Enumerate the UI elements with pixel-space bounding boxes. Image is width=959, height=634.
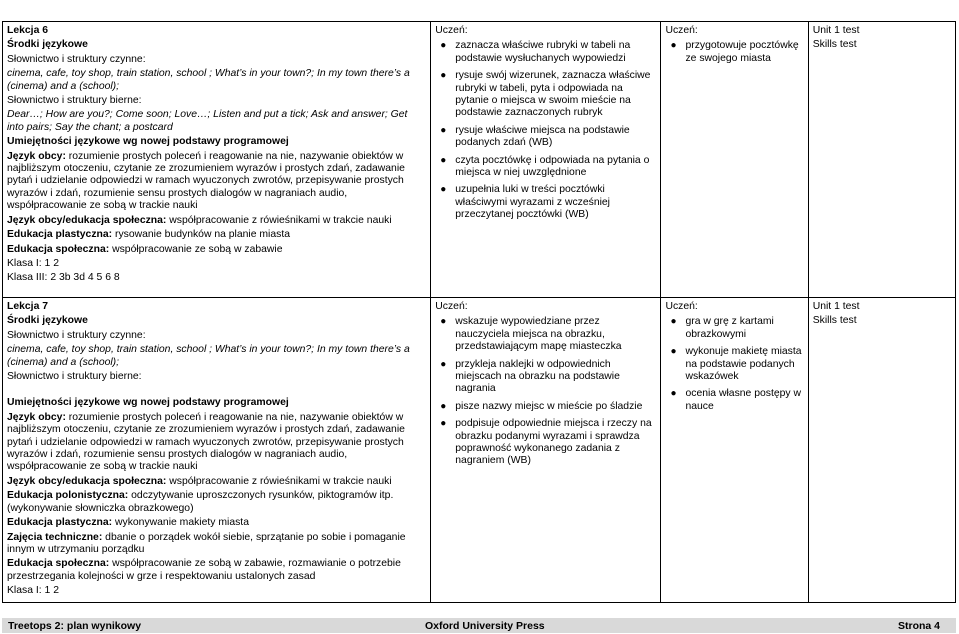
list-item: ● przykleja naklejki w odpowiednich miejscach na obrazku na podstawie nagrania: [440, 358, 620, 395]
passive-vocab-label: Słownictwo i struktury bierne:: [7, 95, 142, 107]
list-item: ● wykonuje makietę miasta na podstawie podanych wskazówek: [670, 346, 802, 383]
footer-publisher: Oxford University Press: [425, 620, 545, 632]
bullet-dot-icon: ●: [440, 184, 447, 196]
list-item: ● rysuje swój wizerunek, zaznacza właściwe rubryki w tabeli, pyta i odpowiada na pytanie o miejsca w swoim mieście na podstawie zaznaczonych rubryk: [440, 70, 651, 119]
bullet-dot-icon: ●: [670, 316, 677, 328]
student-heading: Uczeń:: [435, 301, 468, 312]
list-item: ● wskazuje wypowiedziane przez nauczyciela miejsca na obrazku, przedstawiającym mapę miasteczka: [440, 316, 622, 353]
skill-item: Język obcy/edukacja społeczna: współpracowanie z rówieśnikami w trakcie nauki: [7, 475, 392, 487]
skill-item: Zajęcia techniczne: dbanie o porządek wokół siebie, sprzątanie po sobie i pomaganie innym w utrzymaniu porządku: [7, 531, 406, 555]
list-item: ● czyta pocztówkę i odpowiada na pytania o miejsca w niej uwzględnione: [440, 154, 650, 179]
bullet-dot-icon: ●: [440, 400, 447, 412]
assessment-cell: [808, 298, 955, 603]
bullet-dot-icon: ●: [440, 418, 447, 430]
footer-title: Treetops 2: plan wynikowy: [8, 620, 142, 632]
list-item: ● podpisuje odpowiednie miejsca i rzeczy na obrazku podanymi wyrazami i sprawdza poprawność wykonanego zadania z nagraniem (WB): [440, 418, 652, 467]
bullet-dot-icon: ●: [670, 388, 677, 400]
lesson-row: [3, 298, 956, 603]
skill-item: Edukacja plastyczna: wykonywanie makiety miasta: [7, 517, 249, 529]
skill-item: Język obcy: rozumienie prostych poleceń i reagowanie na nie, nazywanie obiektów w najbliższym otoczeniu, czytanie ze zrozumieniem wyrazów i prostych zdań, zadawanie pytań i udzielanie odpowiedzi w ramach wyuczonych zwrotów, przepisywanie prostych wyrazów i zdań, rozumienie sensu prostych dialogów w nagraniach audio, współpracowanie ze sobą w trackie nauki: [7, 411, 405, 473]
extra-outcomes-cell: [661, 298, 808, 603]
assessment-cell: [808, 22, 955, 298]
extra-outcomes-list: [665, 316, 803, 413]
student-heading: Uczeń:: [665, 301, 698, 312]
skills-heading: Umiejętności językowe wg nowej podstawy programowej: [7, 136, 289, 148]
srodki-heading: Środki językowe: [7, 315, 88, 327]
list-item: ● rysuje właściwe miejsca na podstawie podanych zdań (WB): [440, 124, 630, 149]
student-heading: Uczeń:: [665, 25, 698, 36]
skill-item: Edukacja plastyczna: rysowanie budynków na planie miasta: [7, 229, 291, 241]
outcomes-list: [435, 316, 656, 467]
active-vocab-label: Słownictwo i struktury czynne:: [7, 53, 146, 65]
skill-item: Edukacja społeczna: współpracowanie ze sobą w zabawie, rozmawianie o potrzebie przestrzegania kolejności w grze i respektowaniu ustalonych zasad: [7, 558, 401, 582]
lesson-content-cell: [3, 22, 431, 298]
bullet-dot-icon: ●: [440, 154, 447, 166]
passive-vocab-text: Dear…; How are you?; Come soon; Love…; Listen and put a tick; Ask and answer; Get into pairs; Say the chant; a postcard: [7, 109, 408, 133]
outcomes-list: [435, 40, 656, 221]
skills-test: Skills test: [812, 39, 857, 51]
bullet-dot-icon: ●: [440, 124, 447, 136]
page-number: Strona 4: [897, 620, 940, 632]
list-item: ● gra w grę z kartami obrazkowymi: [670, 316, 774, 340]
skill-item: Język obcy: rozumienie prostych poleceń i reagowanie na nie, nazywanie obiektów w najbliższym otoczeniu, czytanie ze zrozumieniem wyrazów i prostych zdań, zadawanie pytań i udzielanie odpowiedzi w ramach wyuczonych zwrotów, przepisywanie prostych wyrazów i zdań, rozumienie sensu prostych dialogów w nagraniach audio, współpracowanie ze sobą w trackie nauki: [7, 150, 405, 212]
bullet-dot-icon: ●: [670, 40, 677, 52]
list-item: ● uzupełnia luki w treści pocztówki właściwymi wyrazami z wcześniej przeczytanej pocztówki (WB): [440, 184, 610, 221]
list-item: ● przygotowuje pocztówkę ze swojego miasta: [670, 40, 799, 64]
outcomes-cell: [431, 298, 661, 603]
bullet-dot-icon: ●: [670, 346, 677, 358]
active-vocab-text: cinema, cafe, toy shop, train station, school ; What’s in your town?; In my town there’s a (cinema) and a (school);: [7, 344, 410, 368]
lesson-title: Lekcja 6: [7, 25, 49, 36]
active-vocab-text: cinema, cafe, toy shop, train station, school ; What’s in your town?; In my town there’s a (cinema) and a (school);: [7, 68, 410, 92]
skills-heading: Umiejętności językowe wg nowej podstawy programowej: [7, 397, 289, 409]
srodki-heading: Środki językowe: [7, 39, 88, 51]
student-heading: Uczeń:: [435, 25, 468, 36]
klasa-i: Klasa I: 1 2: [7, 585, 59, 597]
lesson-content-cell: [3, 298, 431, 603]
list-item: ● pisze nazwy miejsc w mieście po śladzie: [440, 400, 643, 412]
list-item: ● zaznacza właściwe rubryki w tabeli na podstawie wysłuchanych wypowiedzi: [440, 40, 631, 64]
bullet-dot-icon: ●: [440, 40, 447, 52]
page-footer: [2, 618, 956, 633]
lesson-row: [3, 22, 956, 298]
klasa-iii: Klasa III: 2 3b 3d 4 5 6 8: [7, 272, 120, 284]
skills-test: Skills test: [812, 315, 857, 327]
skill-item: Język obcy/edukacja społeczna: współpracowanie z rówieśnikami w trakcie nauki: [7, 214, 392, 226]
lesson-plan-table: [2, 21, 956, 603]
extra-outcomes-list: [665, 40, 803, 65]
bullet-dot-icon: ●: [440, 316, 447, 328]
bullet-dot-icon: ●: [440, 358, 447, 370]
skill-item: Edukacja społeczna: współpracowanie ze sobą w zabawie: [7, 243, 283, 255]
outcomes-cell: [431, 22, 661, 298]
bullet-dot-icon: ●: [440, 70, 447, 82]
unit-test: Unit 1 test: [812, 301, 860, 312]
list-item: ● ocenia własne postępy w nauce: [670, 388, 801, 412]
skill-item: Edukacja polonistyczna: odczytywanie uproszczonych rysunków, piktogramów itp. (wykonywanie słowniczka obrazkowego): [7, 490, 394, 514]
klasa-i: Klasa I: 1 2: [7, 257, 59, 269]
unit-test: Unit 1 test: [812, 25, 860, 36]
lesson-title: Lekcja 7: [7, 301, 49, 312]
passive-vocab-label: Słownictwo i struktury bierne:: [7, 371, 142, 383]
extra-outcomes-cell: [661, 22, 808, 298]
active-vocab-label: Słownictwo i struktury czynne:: [7, 329, 146, 341]
